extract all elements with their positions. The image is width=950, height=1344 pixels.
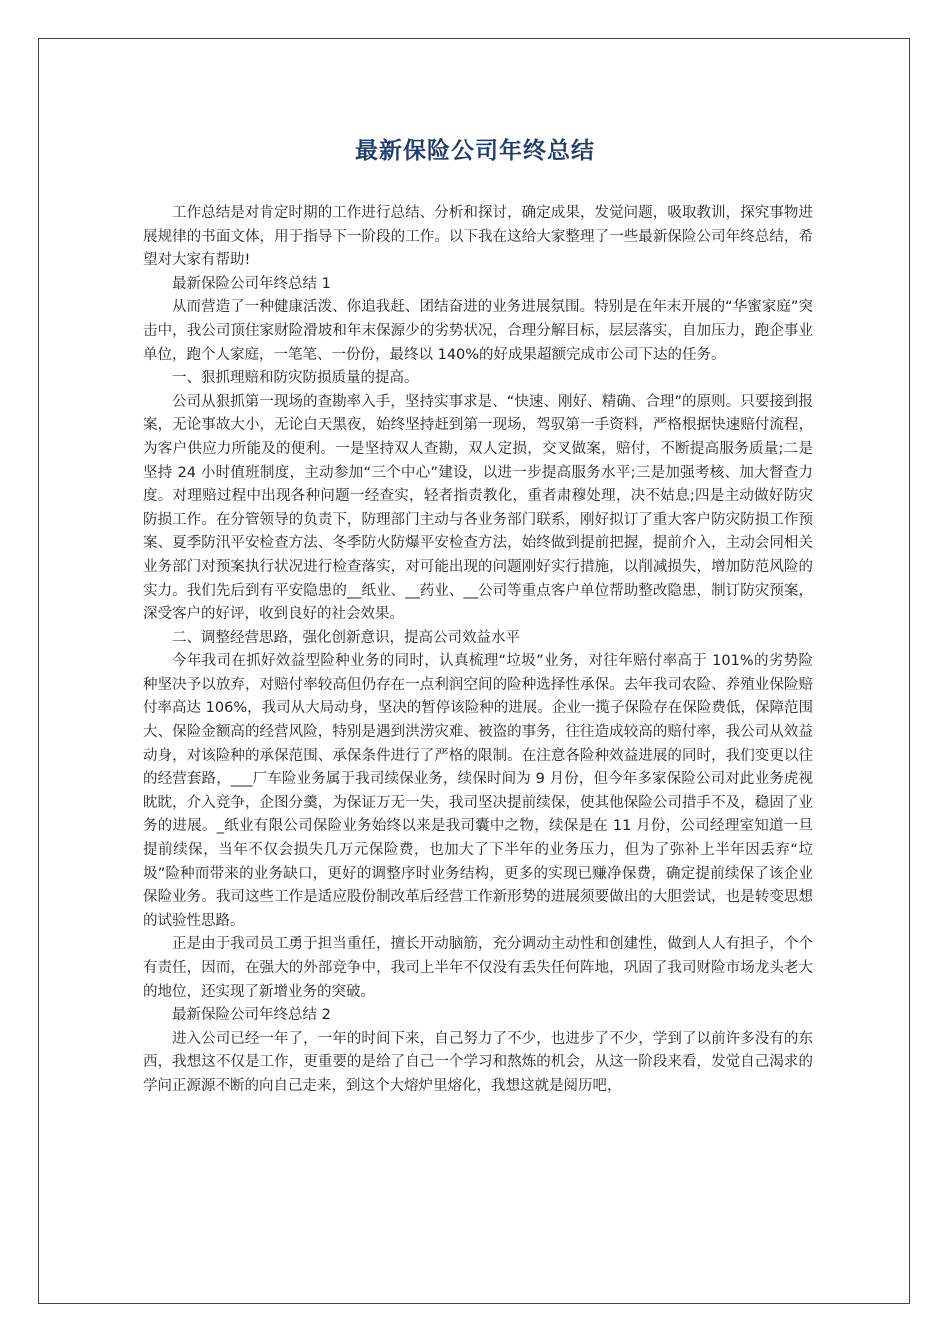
intro-paragraph: 工作总结是对肯定时期的工作进行总结、分析和探讨，确定成果，发觉问题，吸取教训，探究事物进展规律的书面文体，用于指导下一阶段的工作。以下我在这给大家整理了一些最新保险公司年终总结，希望对大家有帮助! xyxy=(143,205,813,269)
body-paragraph: 公司从狠抓第一现场的查勘率入手，坚持实事求是、“快速、刚好、精确、合理”的原则。只要接到报案，无论事故大小，无论白天黑夜，始终坚持赶到第一现场，驾驭第一手资料，严格根据快速赔付流程，为客户供应力所能及的便利。一是坚持双人查勘，双人定损，交叉做案，赔付，不断提高服务质量;二是坚持 24 小时值班制度，主动参加“三个中心”建设，以进一步提高服务水平;三是加强考核、加大督查力度。对理赔过程中出现各种问题一经查实，轻者指责教化，重者肃穆处理，决不姑息;四是主动做好防灾防损工作。在分管领导的负责下，防理部门主动与各业务部门联系，刚好拟订了重大客户防灾防损工作预案、夏季防汛平安检查方法、冬季防火防爆平安检查方法，始终做到提前把握，提前介入，主动会同相关业务部门对预案执行状况进行检查落实，对可能出现的问题刚好实行措施，以削减损失，增加防范风险的实力。我们先后到有平安隐患的__纸业、__药业、__公司等重点客户单位帮助整改隐患，制订防灾预案，深受客户的好评，收到良好的社会效果。 xyxy=(143,393,813,623)
subsection-heading: 一、狠抓理赔和防灾防损质量的提高。 xyxy=(172,370,419,387)
body-paragraph: 正是由于我司员工勇于担当重任，擅长开动脑筋，充分调动主动性和创建性，做到人人有担子，个个有责任，因而，在强大的外部竞争中，我司上半年不仅没有丢失任何阵地，巩固了我司财险市场龙头老大的地位，还实现了新增业务的突破。 xyxy=(143,936,813,1000)
document-body xyxy=(143,202,813,1099)
body-paragraph: 进入公司已经一年了，一年的时间下来，自己努力了不少，也进步了不少，学到了以前许多没有的东西，我想这不仅是工作，更重要的是给了自己一个学习和熬炼的机会，从这一阶段来看，发觉自己渴求的学问正源源不断的向自己走来，到这个大熔炉里熔化，我想这就是阅历吧， xyxy=(143,1030,813,1094)
body-paragraph: 从而营造了一种健康活泼、你追我赶、团结奋进的业务进展氛围。特别是在年末开展的“华蜜家庭”突击中，我公司顶住家财险滑坡和年末保源少的劣势状况，合理分解目标，层层落实，自加压力，跑企事业单位，跑个人家庭，一笔笔、一份份，最终以 140%的好成果超额完成市公司下达的任务。 xyxy=(143,299,813,363)
section-heading-summary-2: 最新保险公司年终总结 2 xyxy=(172,1007,331,1024)
body-paragraph: 今年我司在抓好效益型险种业务的同时，认真梳理“垃圾”业务，对往年赔付率高于 101%的劣势险种坚决予以放弃，对赔付率较高但仍存在一点利润空间的险种选择性承保。去年我司农险、养殖业保险赔付率高达 106%，我司从大局动身，坚决的暂停该险种的进展。企业一揽子保险存在保险费低，保障范围大、保险金额高的经营风险，特别是遇到洪涝灾难、被盗的事务，往往造成较高的赔付率，我公司从效益动身，对该险种的承保范围、承保条件进行了严格的限制。在注意各险种效益进展的同时，我们变更以往的经营套路，___厂车险业务属于我司续保业务，续保时间为 9 月份，但今年多家保险公司对此业务虎视眈眈，介入竞争，企图分羹，为保证万无一失，我司坚决提前续保，使其他保险公司措手不及，稳固了业务的进展。_纸业有限公司保险业务始终以来是我司囊中之物，续保是在 11 月份，公司经理室知道一旦提前续保，当年不仅会损失几万元保险费，也加大了下半年的业务压力，但为了弥补上半年因丢弃“垃圾”险种而带来的业务缺口，更好的调整序时业务结构，更多的实现已赚净保费，确定提前续保了该企业保险业务。我司这些工作是适应股份制改革后经营工作新形势的进展须要做出的大胆尝试，也是转变思想的试验性思路。 xyxy=(143,653,813,929)
subsection-heading: 二、调整经营思路，强化创新意识，提高公司效益水平 xyxy=(172,629,520,646)
section-heading-summary-1: 最新保险公司年终总结 1 xyxy=(172,275,331,292)
document-title: 最新保险公司年终总结 xyxy=(355,138,595,164)
